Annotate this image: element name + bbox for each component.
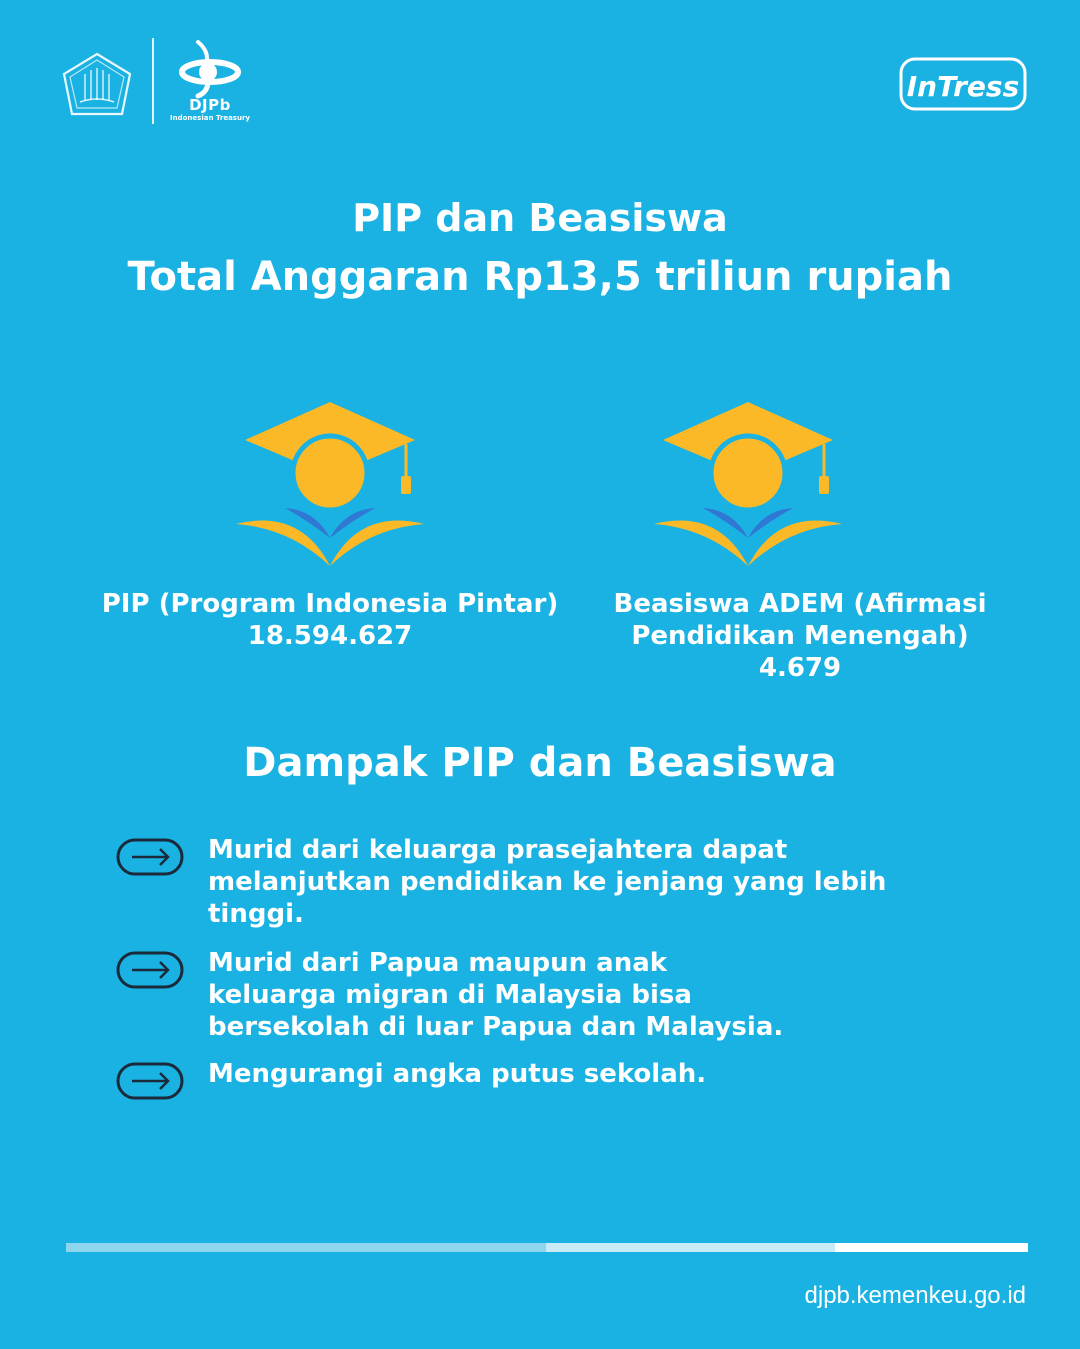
intress-logo	[898, 56, 1028, 112]
djpb-wordmark: DJPb	[189, 96, 231, 114]
program-adem-value: 4.679	[758, 653, 842, 683]
impact-text-line: Mengurangi angka putus sekolah.	[208, 1059, 707, 1089]
page-subtitle-budget: Total Anggaran Rp13,5 triliun rupiah	[127, 254, 953, 300]
graduation-cap-icon	[230, 398, 430, 578]
program-adem-name-line1: Beasiswa ADEM (Afirmasi	[613, 589, 987, 619]
arrow-right-icon	[116, 951, 184, 989]
djpb-subtitle: Indonesian Treasury	[170, 114, 250, 122]
arrow-right-icon	[116, 1062, 184, 1100]
impact-text-line: bersekolah di luar Papua dan Malaysia.	[208, 1012, 784, 1042]
program-pip-name: PIP (Program Indonesia Pintar)	[101, 589, 559, 619]
progress-segment	[546, 1243, 835, 1252]
header-divider	[152, 38, 154, 124]
impact-text	[208, 834, 908, 930]
impact-text-line: Murid dari Papua maupun anak	[208, 948, 668, 978]
impact-text-line: keluarga migran di Malaysia bisa	[208, 980, 692, 1010]
program-pip-value: 18.594.627	[247, 621, 413, 651]
impact-text	[208, 1058, 908, 1090]
arrow-right-icon	[116, 838, 184, 876]
impact-text-line: tinggi.	[208, 899, 304, 929]
kemenkeu-emblem-icon	[60, 52, 134, 118]
progress-segment	[66, 1243, 546, 1252]
progress-segment-active	[835, 1243, 1028, 1252]
impact-section-title: Dampak PIP dan Beasiswa	[243, 740, 837, 786]
impact-text-line: melanjutkan pendidikan ke jenjang yang lebih	[208, 867, 887, 897]
slide-progress-bar	[66, 1243, 1028, 1252]
footer-website-link[interactable]: djpb.kemenkeu.go.id	[804, 1282, 1026, 1309]
program-adem-name-line2: Pendidikan Menengah)	[631, 621, 969, 651]
impact-text-line: Murid dari keluarga prasejahtera dapat	[208, 835, 788, 865]
graduation-cap-icon	[648, 398, 848, 578]
page-title: PIP dan Beasiswa	[352, 196, 728, 240]
program-pip	[95, 588, 565, 652]
impact-text	[208, 947, 908, 1043]
intress-logo-text: InTress	[906, 70, 1020, 103]
program-adem	[580, 588, 1020, 684]
